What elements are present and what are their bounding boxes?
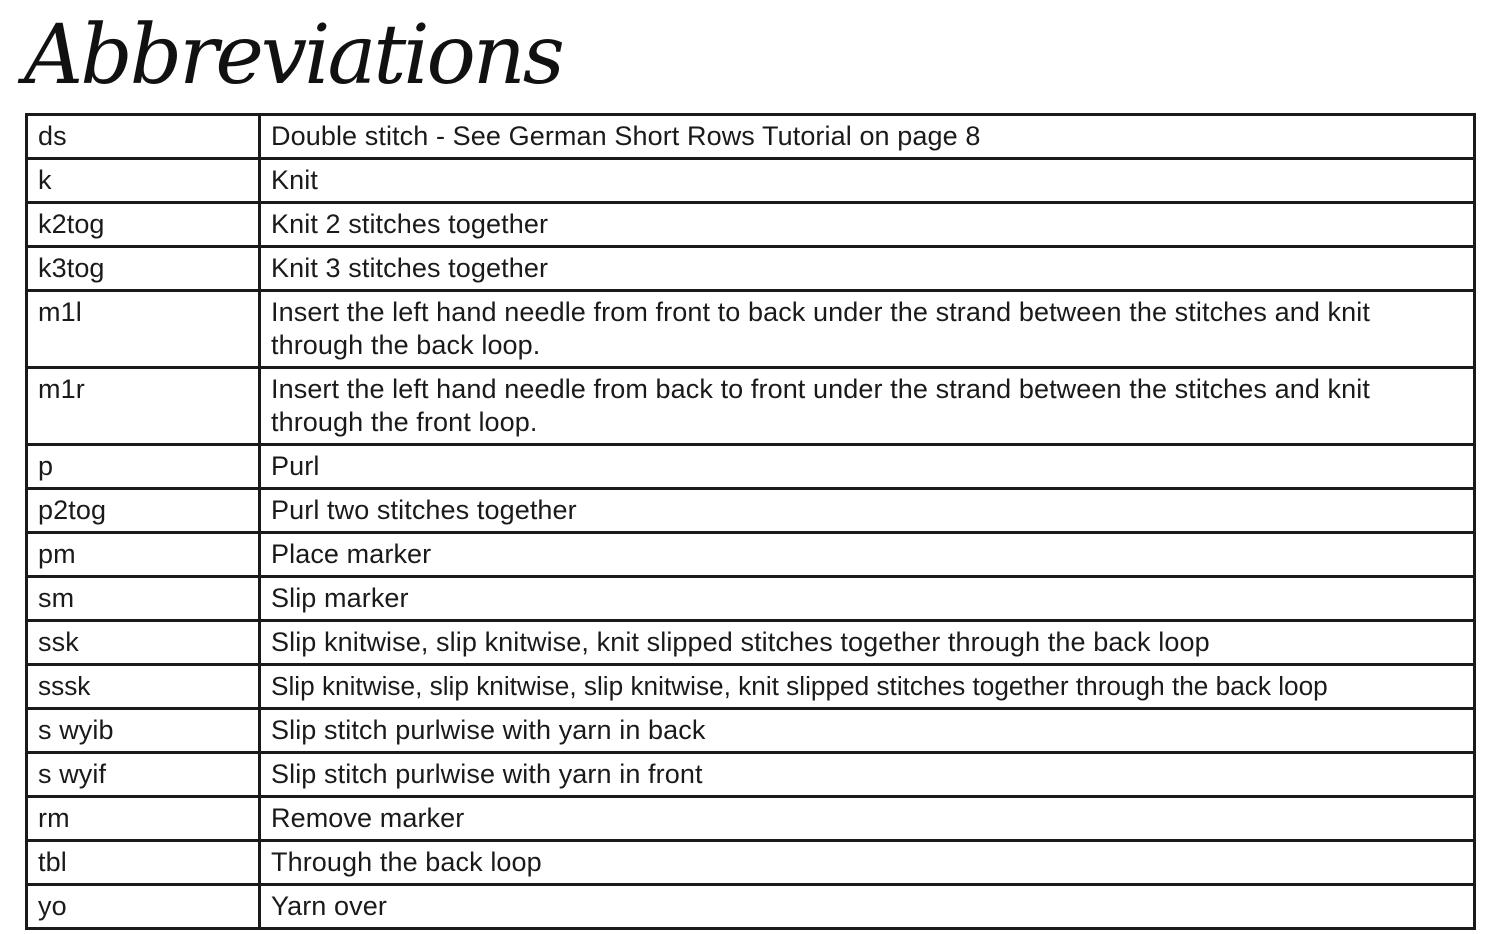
definition-cell: Yarn over <box>260 885 1475 929</box>
table-row <box>27 753 1475 797</box>
abbreviations-table <box>25 113 1476 930</box>
table-row <box>27 203 1475 247</box>
definition-cell: Slip stitch purlwise with yarn in front <box>260 753 1475 797</box>
page-title: Abbreviations <box>24 8 562 103</box>
table-row <box>27 885 1475 929</box>
abbreviation-cell: s wyif <box>27 753 260 797</box>
table-row <box>27 445 1475 489</box>
definition-cell: Slip stitch purlwise with yarn in back <box>260 709 1475 753</box>
abbreviation-cell: pm <box>27 533 260 577</box>
definition-cell: Slip knitwise, slip knitwise, slip knitwise, knit slipped stitches together through the back loop <box>260 665 1475 709</box>
abbreviation-cell: s wyib <box>27 709 260 753</box>
table-row <box>27 665 1475 709</box>
abbreviation-cell: rm <box>27 797 260 841</box>
definition-cell: Place marker <box>260 533 1475 577</box>
definition-cell: Through the back loop <box>260 841 1475 885</box>
table-row <box>27 577 1475 621</box>
definition-cell: Insert the left hand needle from front to back under the strand between the stitches and knit through the back loop. <box>260 291 1475 368</box>
definition-cell: Remove marker <box>260 797 1475 841</box>
definition-cell: Slip marker <box>260 577 1475 621</box>
definition-cell: Knit 2 stitches together <box>260 203 1475 247</box>
table-row <box>27 797 1475 841</box>
definition-cell: Purl two stitches together <box>260 489 1475 533</box>
abbreviation-cell: k3tog <box>27 247 260 291</box>
abbreviation-cell: p2tog <box>27 489 260 533</box>
abbreviation-cell: m1r <box>27 368 260 445</box>
abbreviation-cell: tbl <box>27 841 260 885</box>
abbreviation-cell: sm <box>27 577 260 621</box>
table-row <box>27 368 1475 445</box>
definition-cell: Double stitch - See German Short Rows Tutorial on page 8 <box>260 115 1475 159</box>
definition-cell: Knit <box>260 159 1475 203</box>
definition-cell: Purl <box>260 445 1475 489</box>
definition-cell: Knit 3 stitches together <box>260 247 1475 291</box>
table-row <box>27 841 1475 885</box>
table-row <box>27 709 1475 753</box>
table-row <box>27 115 1475 159</box>
definition-cell: Slip knitwise, slip knitwise, knit slipped stitches together through the back loop <box>260 621 1475 665</box>
abbreviation-cell: k2tog <box>27 203 260 247</box>
abbreviation-cell: yo <box>27 885 260 929</box>
abbreviation-cell: p <box>27 445 260 489</box>
definition-cell: Insert the left hand needle from back to front under the strand between the stitches and knit through the front loop. <box>260 368 1475 445</box>
abbreviation-cell: sssk <box>27 665 260 709</box>
table-row <box>27 159 1475 203</box>
table-row <box>27 247 1475 291</box>
table-row <box>27 621 1475 665</box>
table-row <box>27 489 1475 533</box>
table-row <box>27 291 1475 368</box>
abbreviation-cell: m1l <box>27 291 260 368</box>
table-row <box>27 533 1475 577</box>
abbreviation-cell: k <box>27 159 260 203</box>
abbreviation-cell: ssk <box>27 621 260 665</box>
abbreviation-cell: ds <box>27 115 260 159</box>
